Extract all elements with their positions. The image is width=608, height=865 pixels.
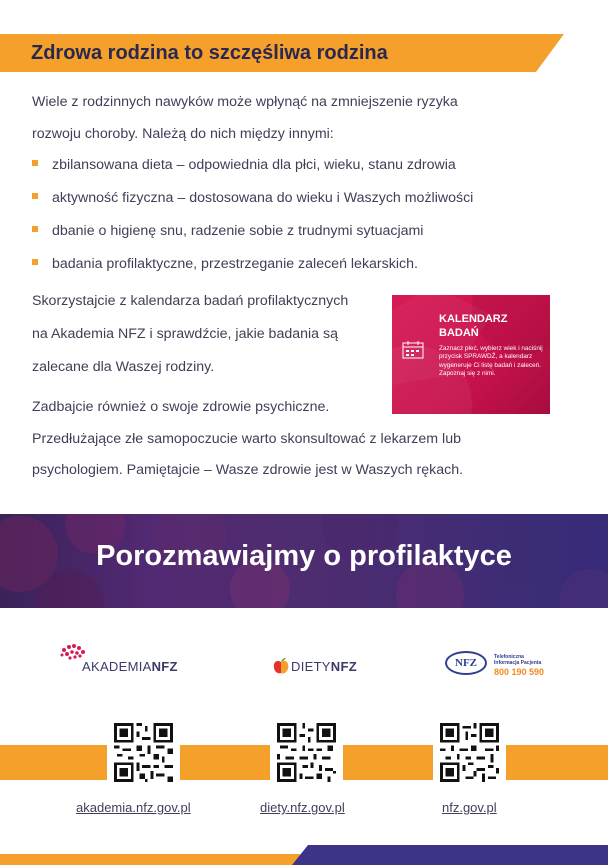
qr-code-icon bbox=[277, 723, 336, 782]
footer-purple-band bbox=[292, 845, 608, 865]
list-item: dbanie o higienę snu, radzenie sobie z trudnymi sytuacjami bbox=[52, 223, 424, 239]
calendar-para-line-3: zalecane dla Waszej rodziny. bbox=[32, 359, 215, 375]
list-item: aktywność fizyczna – dostosowana do wieku i Waszych możliwości bbox=[52, 190, 474, 206]
link-akademia[interactable]: akademia.nfz.gov.pl bbox=[76, 800, 191, 815]
calendar-para-line-1: Skorzystajcie z kalendarza badań profilaktycznych bbox=[32, 293, 349, 309]
bullet-marker bbox=[32, 193, 38, 199]
diety-nfz-label bbox=[291, 659, 357, 674]
nfz-badge: NFZ bbox=[445, 651, 487, 675]
link-diety[interactable]: diety.nfz.gov.pl bbox=[260, 800, 345, 815]
nfz-hotline-label-line-1: Telefoniczna bbox=[494, 654, 524, 660]
calendar-card-description: Zaznacz płeć, wybierz wiek i naciśnij przycisk SPRAWDŹ, a kalendarz wygeneruje Ci listę badań i zaleceń. Zapoznaj się z nimi. bbox=[439, 345, 543, 377]
calendar-para-line-2: na Akademia NFZ i sprawdźcie, jakie badania są bbox=[32, 326, 338, 342]
akademia-nfz-label bbox=[82, 659, 178, 674]
akademia-label-part-1: AKADEMIA bbox=[82, 659, 152, 674]
banner-title: Porozmawiajmy o profilaktyce bbox=[96, 540, 512, 572]
list-item: zbilansowana dieta – odpowiednia dla płci, wieku, stanu zdrowia bbox=[52, 157, 456, 173]
akademia-label-part-2: NFZ bbox=[151, 659, 178, 674]
intro-line-2: rozwoju choroby. Należą do nich między innymi: bbox=[32, 126, 334, 142]
calendar-card-title bbox=[439, 312, 507, 340]
bullet-marker bbox=[32, 160, 38, 166]
nfz-hotline-label bbox=[494, 654, 541, 666]
mental-para-line-3: psychologiem. Pamiętajcie – Wasze zdrowie jest w Waszych rękach. bbox=[32, 462, 464, 478]
intro-line-1: Wiele z rodzinnych nawyków może wpłynąć na zmniejszenie ryzyka bbox=[32, 94, 458, 110]
bullet-marker bbox=[32, 226, 38, 232]
diety-label-part-1: DIETY bbox=[291, 659, 331, 674]
link-nfz[interactable]: nfz.gov.pl bbox=[442, 800, 497, 815]
calendar-card-title-line-2: BADAŃ bbox=[439, 327, 479, 339]
qr-code-nfz[interactable] bbox=[433, 716, 506, 789]
nfz-hotline-label-line-2: Informacja Pacjenta bbox=[494, 660, 542, 666]
diety-label-part-2: NFZ bbox=[330, 659, 357, 674]
apple-icon bbox=[273, 657, 289, 675]
calendar-icon bbox=[402, 340, 426, 360]
footer-orange-band bbox=[0, 854, 300, 865]
mental-para-line-2: Przedłużające złe samopoczucie warto skonsultować z lekarzem lub bbox=[32, 431, 461, 447]
banner bbox=[0, 514, 608, 608]
qr-code-icon bbox=[440, 723, 499, 782]
calendar-card-title-line-1: KALENDARZ bbox=[439, 313, 508, 325]
page-title: Zdrowa rodzina to szczęśliwa rodzina bbox=[31, 42, 388, 64]
mental-para-line-1: Zadbajcie również o swoje zdrowie psychiczne. bbox=[32, 399, 330, 415]
calendar-card[interactable] bbox=[392, 295, 550, 414]
qr-code-icon bbox=[114, 723, 173, 782]
bullet-marker bbox=[32, 259, 38, 265]
qr-code-diety[interactable] bbox=[270, 716, 343, 789]
nfz-hotline-phone: 800 190 590 bbox=[494, 667, 545, 677]
list-item: badania profilaktyczne, przestrzeganie zaleceń lekarskich. bbox=[52, 256, 418, 272]
qr-code-akademia[interactable] bbox=[107, 716, 180, 789]
